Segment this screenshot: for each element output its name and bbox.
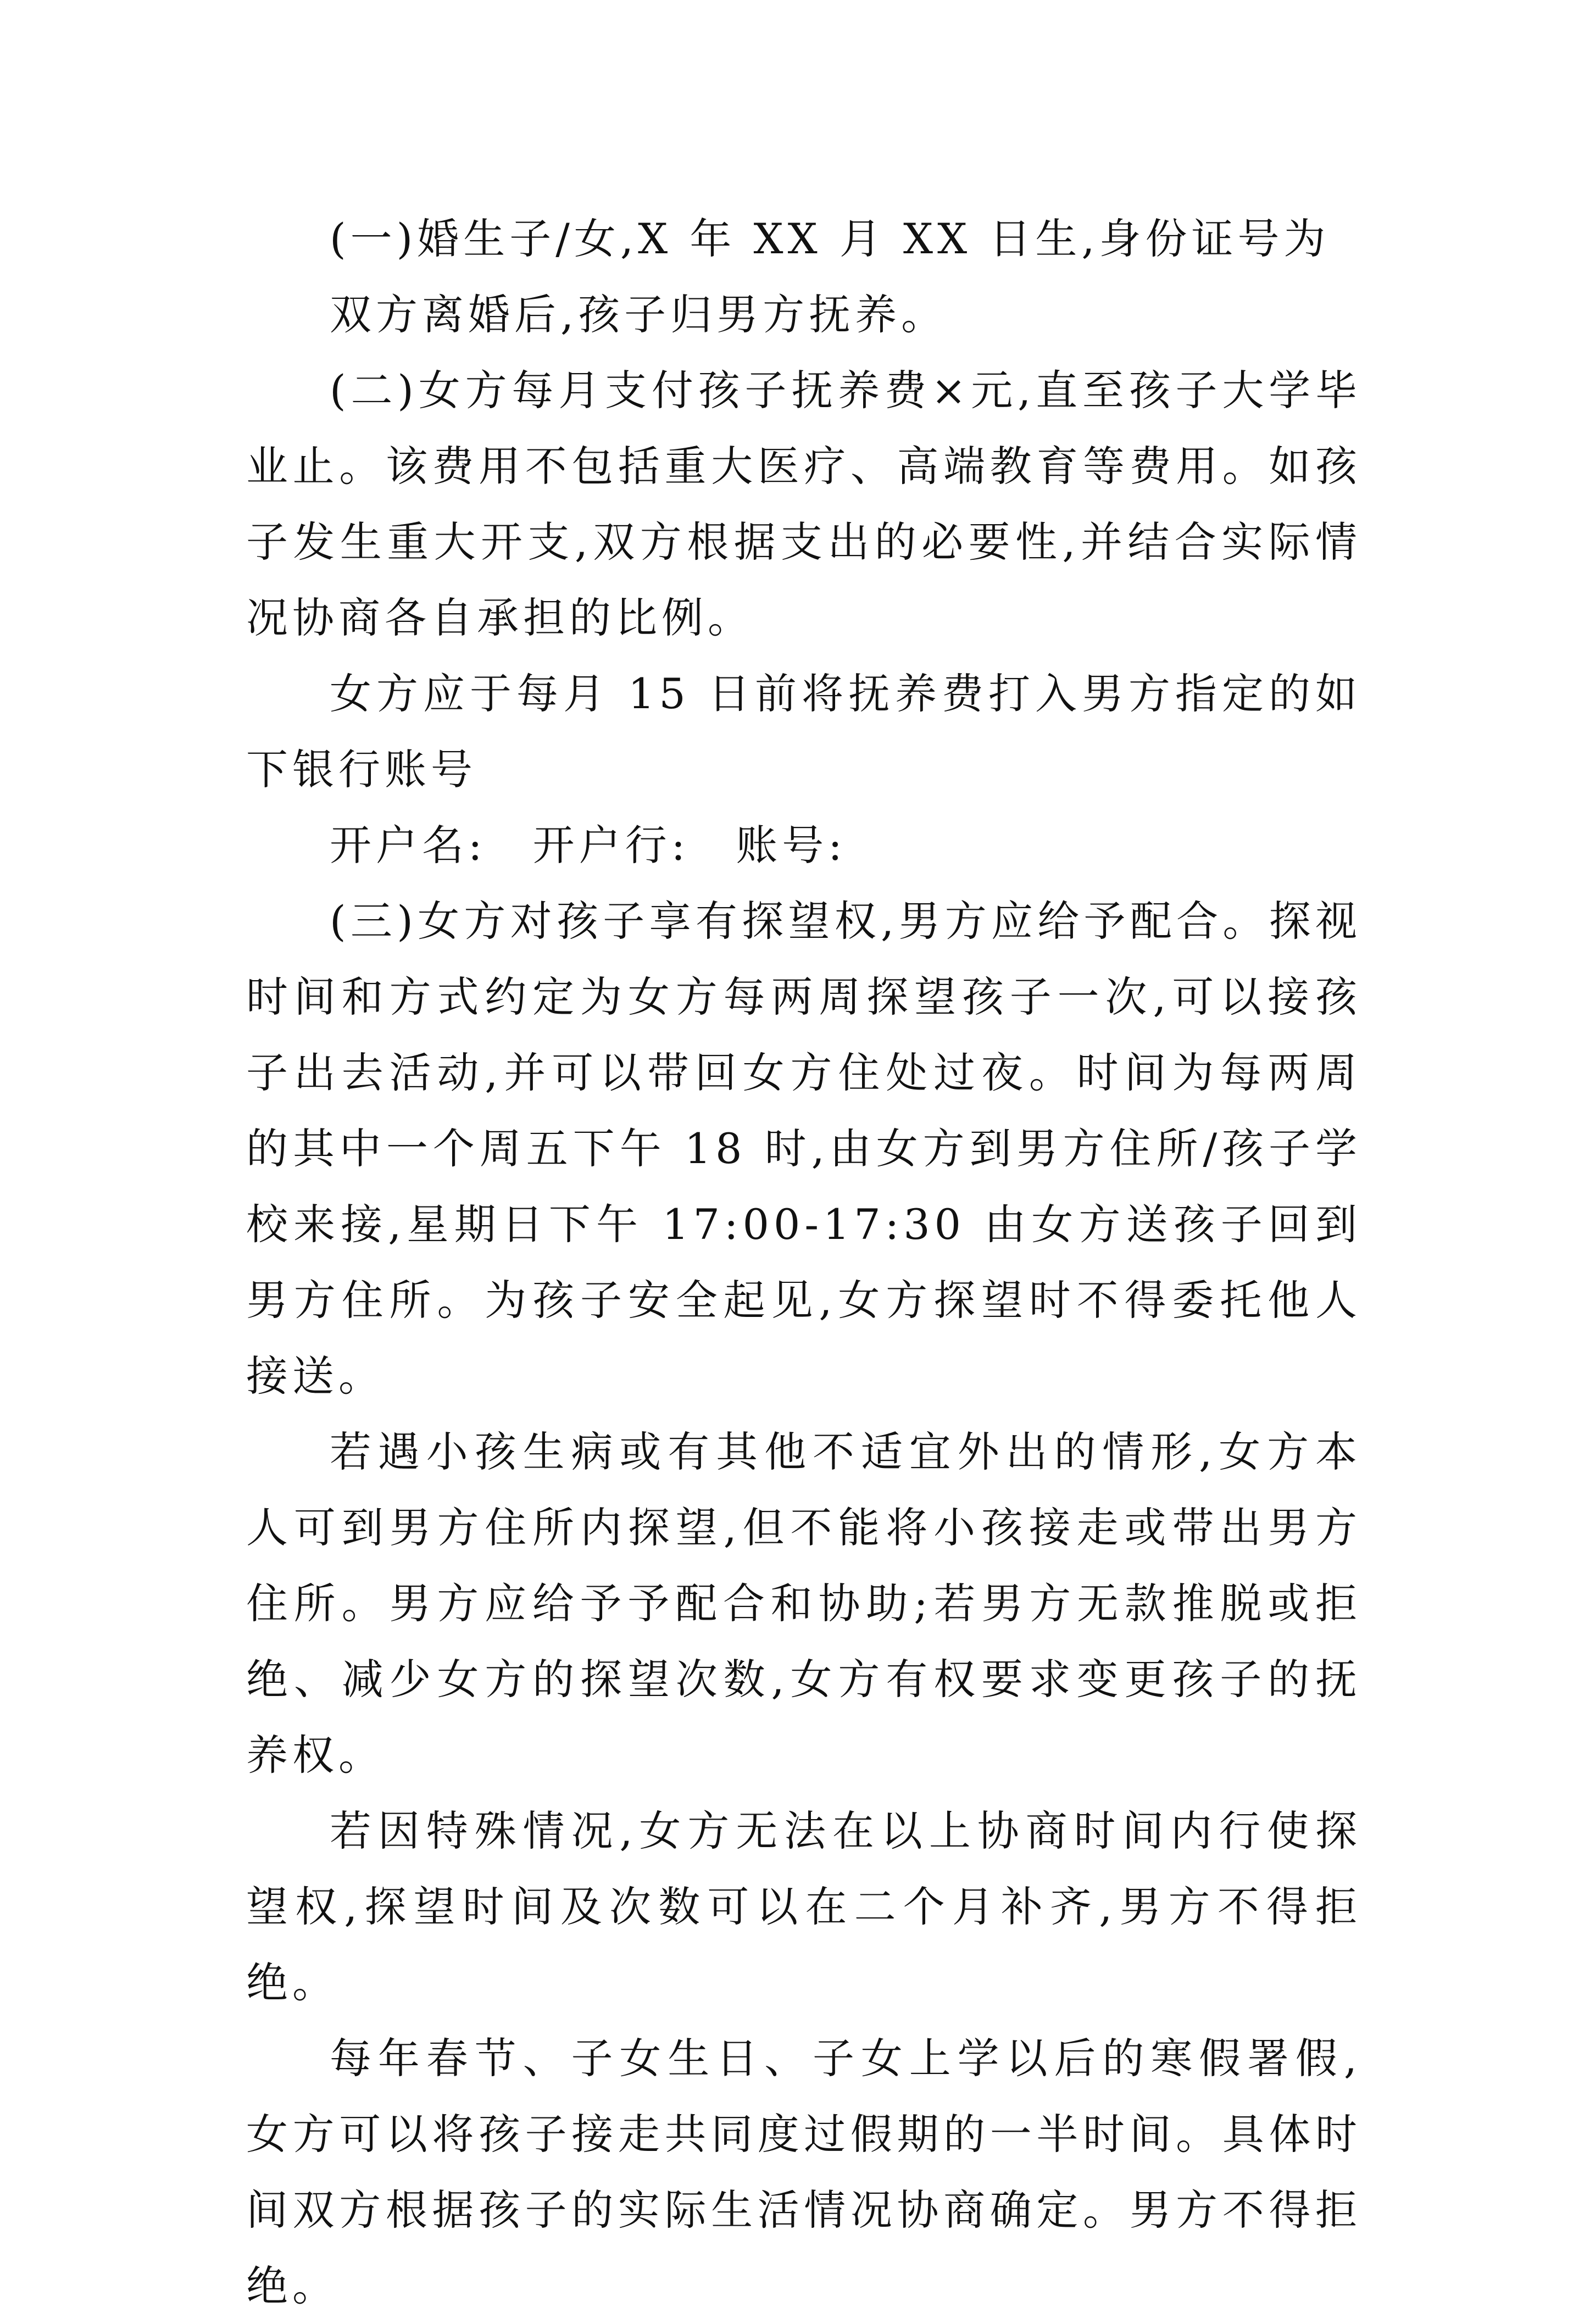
paragraph-child-info: (一)婚生子/女,X 年 XX 月 XX 日生,身份证号为 <box>330 214 1330 263</box>
paragraph-bank-account: 开户名: 开户行: 账号: <box>330 821 847 870</box>
paragraph-illness-visit: 若遇小孩生病或有其他不适宜外出的情形,女方本人可到男方住所内探望,但不能将小孩接走或带出男方住所。男方应给予予配合和协助;若男方无款推脱或拒绝、减少女方的探望次数,女方有权要求变更孩子的抚养权。 <box>246 1427 1361 1780</box>
paragraph-custody: 双方离婚后,孩子归男方抚养。 <box>330 290 948 339</box>
paragraph-holidays: 每年春节、子女生日、子女上学以后的寒假署假,女方可以将孩子接走共同度过假期的一半时间。具体时间双方根据孩子的实际生活情况协商确定。男方不得拒绝。 <box>246 2034 1361 2310</box>
paragraph-child-support: (二)女方每月支付孩子抚养费×元,直至孩子大学毕业止。该费用不包括重大医疗、高端教育等费用。如孩子发生重大开支,双方根据支出的必要性,并结合实际情况协商各自承担的比例。 <box>246 366 1361 642</box>
paragraph-special-circumstances: 若因特殊情况,女方无法在以上协商时间内行使探望权,探望时间及次数可以在二个月补齐,男方不得拒绝。 <box>246 1806 1361 2007</box>
document-body <box>246 201 1361 2324</box>
paragraph-payment-deadline: 女方应于每月 15 日前将抚养费打入男方指定的如下银行账号 <box>246 669 1361 794</box>
paragraph-visitation-rights: (三)女方对孩子享有探望权,男方应给予配合。探视时间和方式约定为女方每两周探望孩子一次,可以接孩子出去活动,并可以带回女方住处过夜。时间为每两周的其中一个周五下午 18 时,由女方到男方住所/孩子学校来接,星期日下午 17:00-17:30 由女方送孩子回到男方住所。为孩子安全起见,女方探望时不得委托他人接送。 <box>246 897 1361 1400</box>
